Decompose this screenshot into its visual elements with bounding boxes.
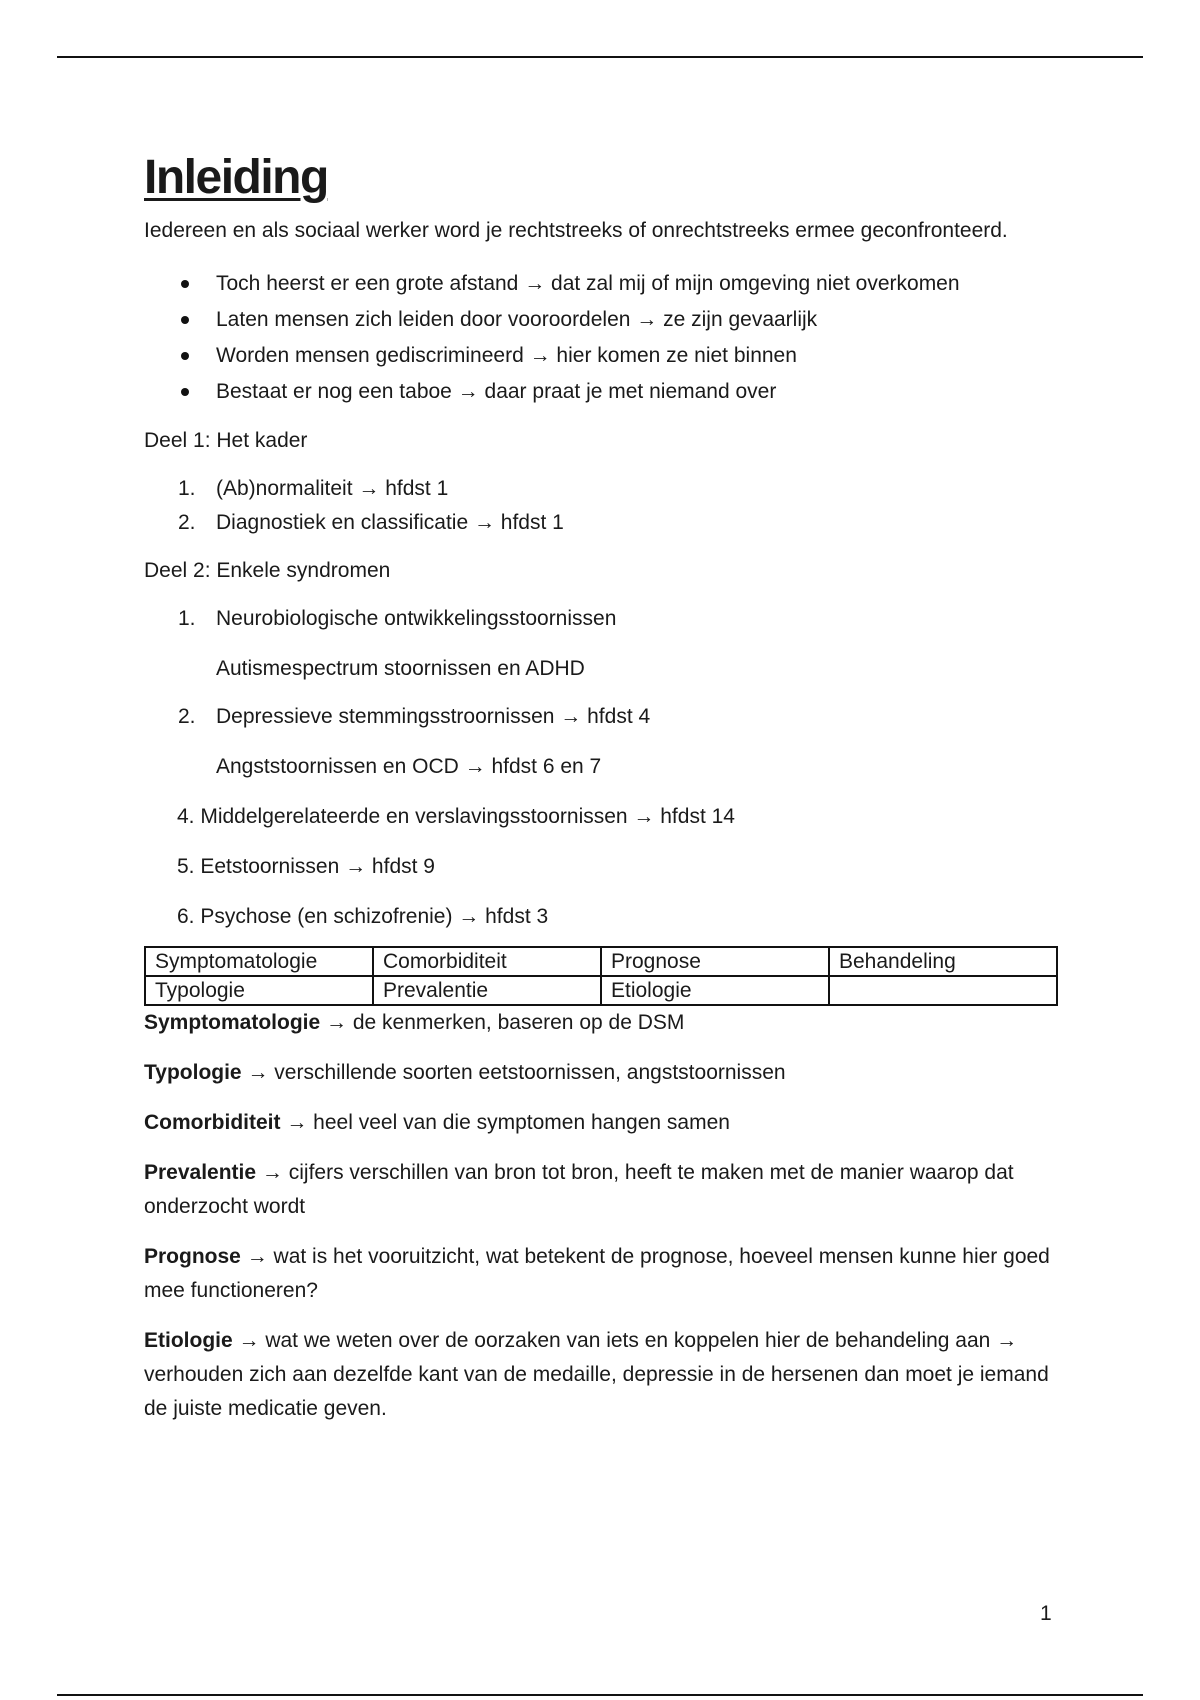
- deel2-item1-sub: Autismespectrum stoornissen en ADHD: [216, 657, 585, 680]
- list-item: Toch heerst er een grote afstand → dat zal mij of mijn omgeving niet overkomen: [144, 266, 1064, 302]
- table-cell: Typologie: [145, 976, 373, 1005]
- list-item: 2. Diagnostiek en classificatie → hfdst 1: [178, 511, 564, 534]
- list-item: Worden mensen gediscrimineerd → hier komen ze niet binnen: [144, 338, 1064, 374]
- deel1-list: [144, 472, 1064, 540]
- definition-paragraph: Prevalentie → cijfers verschillen van bron tot bron, heeft te maken met de manier waarop dat onderzocht wordt: [144, 1161, 1014, 1218]
- deel2-list: [144, 602, 1064, 636]
- document-page: [144, 150, 1064, 1426]
- list-item: Bestaat er nog een taboe → daar praat je met niemand over: [144, 374, 1064, 410]
- page-number: 1: [1040, 1602, 1052, 1625]
- deel2-item6: 6. Psychose (en schizofrenie) → hfdst 3: [177, 905, 549, 928]
- definition-term: Etiologie: [144, 1329, 233, 1352]
- table-cell: Prevalentie: [373, 976, 601, 1005]
- footer-rule: [57, 1694, 1143, 1696]
- topics-table: [144, 946, 1058, 1006]
- deel2-list-cont: [144, 700, 1064, 734]
- bullet-icon: [181, 280, 189, 288]
- bullet-icon: [181, 316, 189, 324]
- definition-paragraph: Etiologie → wat we weten over de oorzaken van iets en koppelen hier de behandeling aan → verhouden zich aan dezelfde kant van de medaille, depressie in de hersenen dan moet je iemand de juiste medicatie geven.: [144, 1329, 1049, 1420]
- bullet-icon: [181, 352, 189, 360]
- deel2-item5: 5. Eetstoornissen → hfdst 9: [177, 855, 435, 878]
- intro-paragraph: Iedereen en als sociaal werker word je rechtstreeks of onrechtstreeks ermee geconfronteerd.: [144, 219, 1008, 242]
- list-item: Laten mensen zich leiden door vooroordelen → ze zijn gevaarlijk: [144, 302, 1064, 338]
- list-item: 1. Neurobiologische ontwikkelingsstoornissen: [178, 607, 617, 630]
- definition-term: Comorbiditeit: [144, 1111, 281, 1134]
- table-cell: Prognose: [601, 947, 829, 976]
- definition-paragraph: Symptomatologie → de kenmerken, baseren op de DSM: [144, 1011, 685, 1034]
- definitions: [144, 1006, 1064, 1426]
- definition-term: Symptomatologie: [144, 1011, 321, 1034]
- definition-paragraph: Comorbiditeit → heel veel van die symptomen hangen samen: [144, 1111, 730, 1134]
- page-title: Inleiding: [144, 151, 328, 204]
- table-row: [145, 976, 1057, 1005]
- deel2-item4: 4. Middelgerelateerde en verslavingsstoornissen → hfdst 14: [177, 805, 735, 828]
- definition-term: Typologie: [144, 1061, 242, 1084]
- table-cell: Comorbiditeit: [373, 947, 601, 976]
- definition-paragraph: Prognose → wat is het vooruitzicht, wat betekent de prognose, hoeveel mensen kunne hier goed mee functioneren?: [144, 1245, 1050, 1302]
- table-cell: Behandeling: [829, 947, 1057, 976]
- definition-term: Prognose: [144, 1245, 241, 1268]
- deel1-heading: Deel 1: Het kader: [144, 429, 308, 452]
- definition-term: Prevalentie: [144, 1161, 257, 1184]
- list-item: 2. Depressieve stemmingsstroornissen → hfdst 4: [178, 705, 651, 728]
- list-item: 1. (Ab)normaliteit → hfdst 1: [178, 477, 449, 500]
- table-cell: Etiologie: [601, 976, 829, 1005]
- table-row: [145, 947, 1057, 976]
- deel2-heading: Deel 2: Enkele syndromen: [144, 559, 391, 582]
- header-rule: [57, 56, 1143, 58]
- deel2-item2-sub: Angststoornissen en OCD → hfdst 6 en 7: [216, 755, 602, 778]
- definition-paragraph: Typologie → verschillende soorten eetstoornissen, angststoornissen: [144, 1061, 786, 1084]
- bullet-icon: [181, 388, 189, 396]
- bullet-list: [144, 266, 1064, 410]
- table-cell: Symptomatologie: [145, 947, 373, 976]
- table-cell: [829, 976, 1057, 1005]
